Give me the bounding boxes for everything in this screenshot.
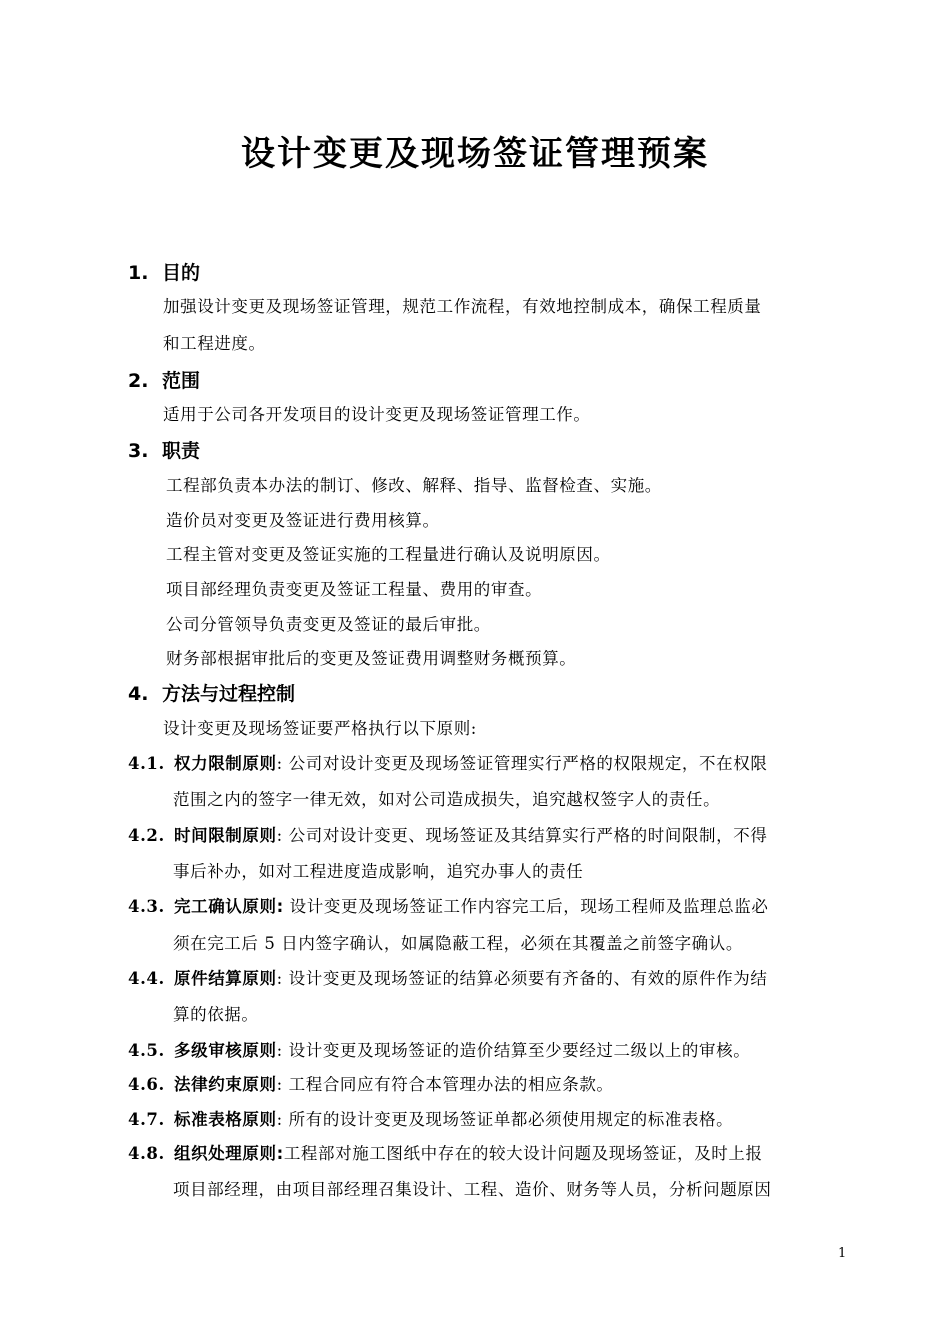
section-4-heading xyxy=(128,679,295,706)
paragraph-line: 适用于公司各开发项目的设计变更及现场签证管理工作。 xyxy=(163,405,591,424)
item-separator: : xyxy=(276,754,283,773)
principle-item xyxy=(128,1037,750,1061)
paragraph-line: 项目部经理负责变更及签证工程量、费用的审查。 xyxy=(166,580,543,599)
item-number: 4.4. xyxy=(128,969,165,988)
item-text: 设计变更及现场签证的结算必须要有齐备的、有效的原件作为结 xyxy=(282,969,768,988)
principle-item xyxy=(128,893,768,917)
section-2-heading xyxy=(128,366,200,393)
section-number: 3. xyxy=(128,440,149,462)
principle-item xyxy=(128,1071,614,1095)
section-3-heading xyxy=(128,436,200,463)
item-label: 多级审核原则 xyxy=(174,1041,277,1060)
item-text: 工程合同应有符合本管理办法的相应条款。 xyxy=(282,1075,614,1094)
section-title: 职责 xyxy=(162,440,201,462)
item-continuation: 事后补办，如对工程进度造成影响，追究办事人的责任 xyxy=(173,862,584,881)
section-number: 4. xyxy=(128,683,149,705)
item-label: 标准表格原则 xyxy=(174,1110,277,1129)
section-title: 方法与过程控制 xyxy=(162,683,296,705)
item-text: 工程部对施工图纸中存在的较大设计问题及现场签证，及时上报 xyxy=(283,1144,763,1163)
item-number: 4.5. xyxy=(128,1041,165,1060)
principle-item xyxy=(128,822,767,846)
section-title: 目的 xyxy=(162,262,201,284)
paragraph-line: 工程主管对变更及签证实施的工程量进行确认及说明原因。 xyxy=(166,545,611,564)
page-number: 1 xyxy=(838,1246,847,1261)
section-number: 1. xyxy=(128,262,149,284)
item-label: 时间限制原则 xyxy=(174,826,277,845)
item-continuation: 须在完工后 5 日内签字确认，如属隐蔽工程，必须在其覆盖之前签字确认。 xyxy=(173,934,743,953)
item-text: 设计变更及现场签证工作内容完工后，现场工程师及监理总监必 xyxy=(283,897,769,916)
item-separator: : xyxy=(276,1110,283,1129)
item-text: 公司对设计变更、现场签证及其结算实行严格的时间限制，不得 xyxy=(282,826,768,845)
paragraph-line: 设计变更及现场签证要严格执行以下原则: xyxy=(163,719,477,738)
document-title: 设计变更及现场签证管理预案 xyxy=(241,134,709,174)
item-number: 4.1. xyxy=(128,754,165,773)
section-number: 2. xyxy=(128,370,149,392)
paragraph-line: 加强设计变更及现场签证管理，规范工作流程，有效地控制成本，确保工程质量 xyxy=(163,297,762,316)
item-label: 原件结算原则 xyxy=(174,969,277,988)
item-number: 4.6. xyxy=(128,1075,165,1094)
item-number: 4.2. xyxy=(128,826,165,845)
item-number: 4.8. xyxy=(128,1144,165,1163)
item-continuation: 项目部经理，由项目部经理召集设计、工程、造价、财务等人员，分析问题原因 xyxy=(173,1180,772,1199)
item-text: 设计变更及现场签证的造价结算至少要经过二级以上的审核。 xyxy=(282,1041,751,1060)
item-label: 完工确认原则: xyxy=(174,897,284,916)
paragraph-line: 工程部负责本办法的制订、修改、解释、指导、监督检查、实施。 xyxy=(166,476,662,495)
principle-item xyxy=(128,1140,763,1164)
principle-item xyxy=(128,750,767,774)
item-number: 4.7. xyxy=(128,1110,165,1129)
item-separator: : xyxy=(276,969,283,988)
item-continuation: 范围之内的签字一律无效，如对公司造成损失，追究越权签字人的责任。 xyxy=(173,790,721,809)
item-continuation: 算的依据。 xyxy=(173,1005,259,1024)
principle-item xyxy=(128,1106,733,1130)
paragraph-line: 财务部根据审批后的变更及签证费用调整财务概预算。 xyxy=(166,649,577,668)
item-separator: : xyxy=(276,1041,283,1060)
section-1-heading xyxy=(128,258,200,285)
item-text: 所有的设计变更及现场签证单都必须使用规定的标准表格。 xyxy=(282,1110,734,1129)
item-separator: : xyxy=(276,1075,283,1094)
item-text: 公司对设计变更及现场签证管理实行严格的权限规定，不在权限 xyxy=(282,754,768,773)
item-label: 组织处理原则: xyxy=(174,1144,284,1163)
principle-item xyxy=(128,965,767,989)
item-number: 4.3. xyxy=(128,897,165,916)
paragraph-line: 造价员对变更及签证进行费用核算。 xyxy=(166,511,440,530)
paragraph-line: 公司分管领导负责变更及签证的最后审批。 xyxy=(166,615,491,634)
item-label: 法律约束原则 xyxy=(174,1075,277,1094)
item-separator: : xyxy=(276,826,283,845)
item-label: 权力限制原则 xyxy=(174,754,277,773)
section-title: 范围 xyxy=(162,370,201,392)
paragraph-line: 和工程进度。 xyxy=(163,334,266,353)
